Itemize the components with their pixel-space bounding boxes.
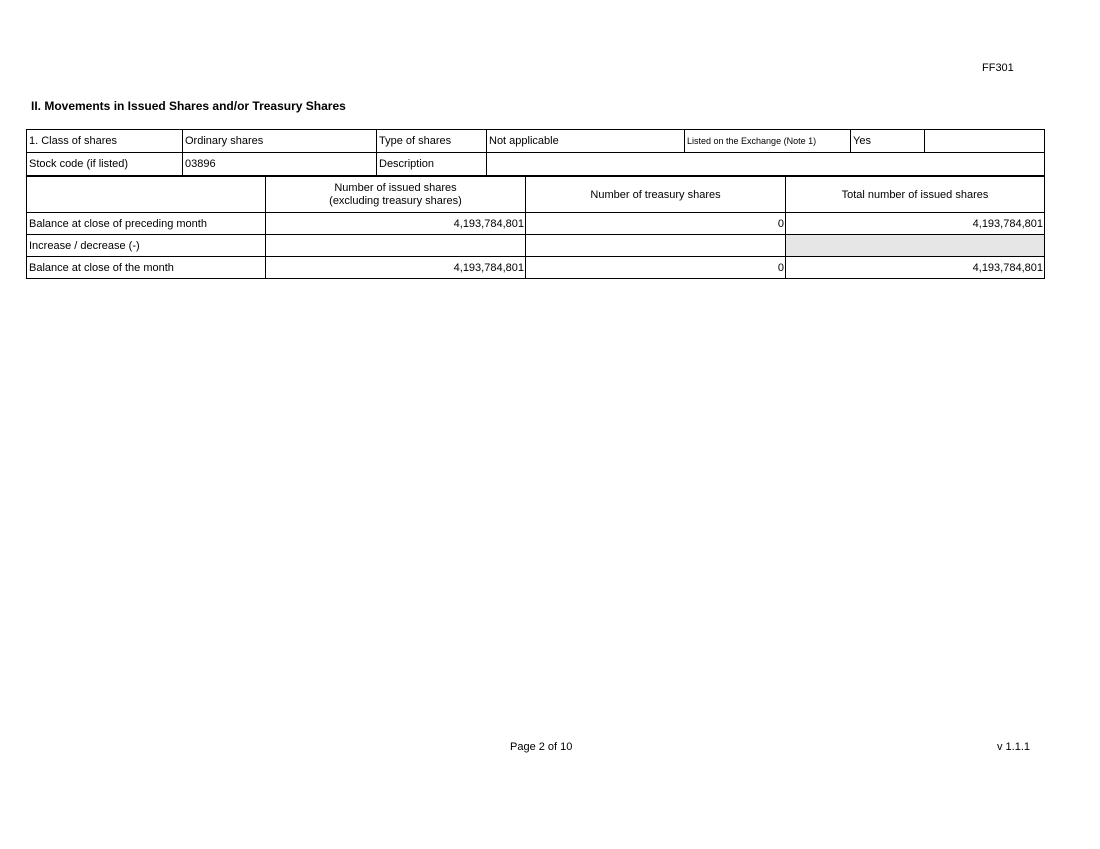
description-label: Description bbox=[377, 153, 487, 176]
issued-shares-value: 4,193,784,801 bbox=[266, 257, 526, 279]
issued-shares-value: 4,193,784,801 bbox=[266, 213, 526, 235]
table-row bbox=[27, 213, 1045, 235]
form-version: v 1.1.1 bbox=[997, 741, 1031, 753]
form-code: FF301 bbox=[982, 62, 1014, 74]
table-row bbox=[27, 257, 1045, 279]
header-treasury-shares: Number of treasury shares bbox=[526, 177, 786, 213]
share-info-table bbox=[26, 129, 1045, 176]
row-label: Balance at close of preceding month bbox=[27, 213, 266, 235]
type-of-shares-label: Type of shares bbox=[377, 130, 487, 153]
movements-header-row bbox=[27, 177, 1045, 213]
treasury-shares-value: 0 bbox=[526, 257, 786, 279]
header-total-issued-shares: Total number of issued shares bbox=[786, 177, 1045, 213]
table-row bbox=[27, 235, 1045, 257]
row-label: Balance at close of the month bbox=[27, 257, 266, 279]
stock-code-label: Stock code (if listed) bbox=[27, 153, 183, 176]
type-of-shares-value: Not applicable bbox=[487, 130, 685, 153]
treasury-shares-value: 0 bbox=[526, 213, 786, 235]
movements-header-blank bbox=[27, 177, 266, 213]
share-info-row-stock-code bbox=[27, 153, 1045, 176]
listed-on-exchange-value: Yes bbox=[851, 130, 925, 153]
class-of-shares-label: 1. Class of shares bbox=[27, 130, 183, 153]
class-of-shares-value: Ordinary shares bbox=[183, 130, 377, 153]
total-issued-shares-value: 4,193,784,801 bbox=[786, 257, 1045, 279]
movements-table bbox=[26, 176, 1045, 279]
page-number: Page 2 of 10 bbox=[510, 741, 573, 753]
row-label: Increase / decrease (-) bbox=[27, 235, 266, 257]
section-title: II. Movements in Issued Shares and/or Treasury Shares bbox=[31, 99, 346, 113]
total-issued-shares-value bbox=[786, 235, 1045, 257]
issued-shares-value bbox=[266, 235, 526, 257]
stock-code-value: 03896 bbox=[183, 153, 377, 176]
total-issued-shares-value: 4,193,784,801 bbox=[786, 213, 1045, 235]
header-issued-shares-text: Number of issued shares (excluding treasury shares) bbox=[329, 181, 462, 207]
description-value bbox=[487, 153, 1045, 176]
listed-extra-cell bbox=[925, 130, 1045, 153]
treasury-shares-value bbox=[526, 235, 786, 257]
header-issued-shares bbox=[266, 177, 526, 213]
share-info-row-class bbox=[27, 130, 1045, 153]
listed-on-exchange-label: Listed on the Exchange (Note 1) bbox=[685, 130, 851, 153]
